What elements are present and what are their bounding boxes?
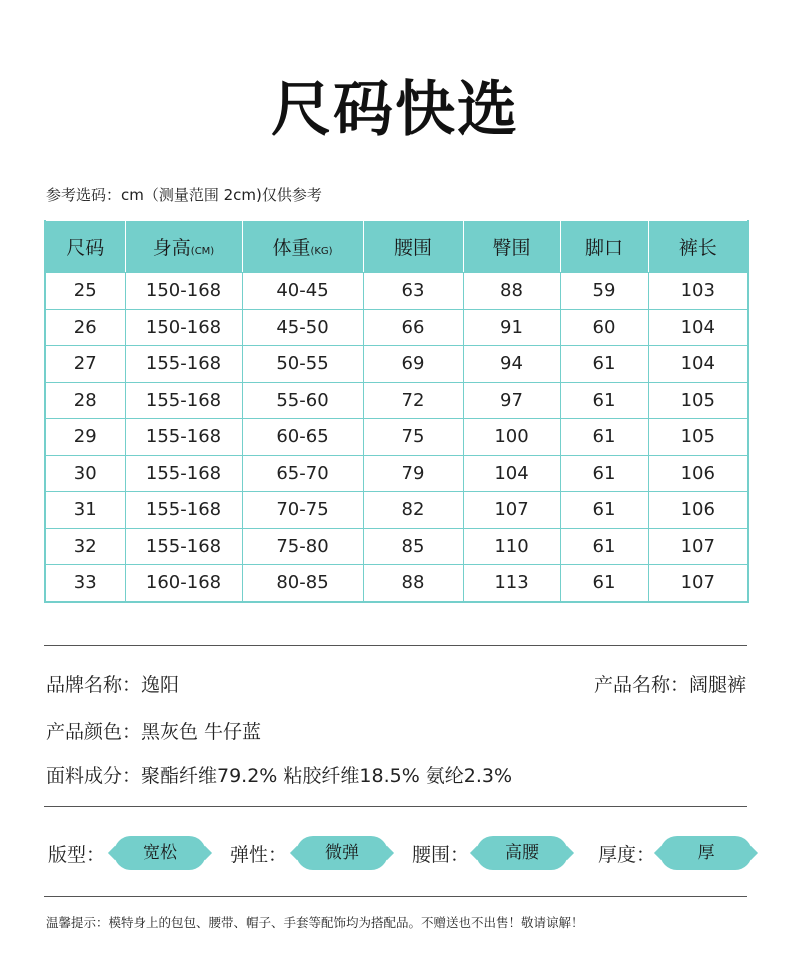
header-unit: (KG) (310, 246, 333, 257)
header-size (45, 221, 125, 273)
table-cell: 40-45 (242, 273, 363, 310)
table-cell: 61 (560, 382, 648, 419)
header-label: 脚口 (584, 237, 623, 259)
header-label: 裤长 (678, 237, 717, 259)
table-cell: 107 (463, 492, 560, 529)
table-cell: 31 (45, 492, 125, 529)
spec-pill-stretch: 微弹 (296, 836, 388, 870)
header-label: 腰围 (393, 237, 432, 259)
table-cell: 103 (648, 273, 748, 310)
table-cell: 75-80 (242, 528, 363, 565)
footer-note: 温馨提示：模特身上的包包、腰带、帽子、手套等配饰均为搭配品。不赠送也不出售！敬请谅解！ (46, 915, 584, 930)
table-cell: 104 (463, 455, 560, 492)
table-cell: 155-168 (125, 346, 242, 383)
table-cell: 27 (45, 346, 125, 383)
table-cell: 80-85 (242, 565, 363, 602)
table-cell: 45-50 (242, 309, 363, 346)
table-row (45, 528, 748, 565)
header-label: 尺码 (66, 237, 105, 259)
table-row (45, 455, 748, 492)
divider-middle (44, 806, 747, 807)
table-cell: 105 (648, 382, 748, 419)
table-cell: 160-168 (125, 565, 242, 602)
table-cell: 94 (463, 346, 560, 383)
table-cell: 33 (45, 565, 125, 602)
header-label: 体重 (272, 237, 311, 259)
table-cell: 61 (560, 455, 648, 492)
table-cell: 60-65 (242, 419, 363, 456)
table-cell: 60 (560, 309, 648, 346)
header-weight (242, 221, 363, 273)
header-height (125, 221, 242, 273)
table-cell: 110 (463, 528, 560, 565)
table-cell: 61 (560, 565, 648, 602)
table-cell: 106 (648, 455, 748, 492)
table-row (45, 419, 748, 456)
table-cell: 61 (560, 346, 648, 383)
table-row (45, 273, 748, 310)
table-cell: 85 (363, 528, 463, 565)
table-cell: 104 (648, 346, 748, 383)
table-cell: 105 (648, 419, 748, 456)
table-cell: 30 (45, 455, 125, 492)
header-hem (560, 221, 648, 273)
table-cell: 79 (363, 455, 463, 492)
table-row (45, 565, 748, 602)
spec-pill-fit: 宽松 (114, 836, 206, 870)
table-cell: 63 (363, 273, 463, 310)
table-cell: 150-168 (125, 273, 242, 310)
table-cell: 66 (363, 309, 463, 346)
table-cell: 113 (463, 565, 560, 602)
table-cell: 150-168 (125, 309, 242, 346)
table-cell: 107 (648, 565, 748, 602)
table-cell: 107 (648, 528, 748, 565)
table-row (45, 309, 748, 346)
table-row (45, 346, 748, 383)
divider-bottom (44, 896, 747, 897)
table-cell: 61 (560, 492, 648, 529)
spec-label-thickness: 厚度： (598, 844, 656, 866)
table-cell: 32 (45, 528, 125, 565)
product-name: 产品名称：阔腿裤 (593, 674, 746, 696)
table-cell: 72 (363, 382, 463, 419)
table-cell: 82 (363, 492, 463, 529)
table-cell: 70-75 (242, 492, 363, 529)
spec-pill-thickness: 厚 (660, 836, 752, 870)
spec-label-stretch: 弹性： (230, 844, 288, 866)
table-cell: 55-60 (242, 382, 363, 419)
table-cell: 59 (560, 273, 648, 310)
header-length (648, 221, 748, 273)
sizing-note: 参考选码：cm（测量范围 2cm)仅供参考 (46, 186, 322, 204)
brand-name: 品牌名称：逸阳 (46, 674, 180, 696)
table-cell: 28 (45, 382, 125, 419)
spec-pill-waist: 高腰 (476, 836, 568, 870)
table-row (45, 382, 748, 419)
page-title: 尺码快选 (271, 75, 519, 145)
table-cell: 25 (45, 273, 125, 310)
table-cell: 104 (648, 309, 748, 346)
table-cell: 155-168 (125, 492, 242, 529)
size-chart-table (44, 220, 749, 603)
divider-top (44, 645, 747, 646)
table-cell: 75 (363, 419, 463, 456)
spec-label-fit: 版型： (48, 844, 106, 866)
product-colors: 产品颜色：黑灰色 牛仔蓝 (46, 721, 262, 743)
table-cell: 155-168 (125, 455, 242, 492)
table-cell: 155-168 (125, 419, 242, 456)
table-cell: 155-168 (125, 382, 242, 419)
header-label: 身高 (152, 237, 191, 259)
table-cell: 88 (363, 565, 463, 602)
spec-row (48, 836, 748, 870)
table-cell: 155-168 (125, 528, 242, 565)
table-cell: 29 (45, 419, 125, 456)
header-hip (463, 221, 560, 273)
table-header-row (45, 221, 748, 273)
table-cell: 97 (463, 382, 560, 419)
table-row (45, 492, 748, 529)
header-unit: (CM) (190, 246, 215, 257)
table-cell: 61 (560, 419, 648, 456)
table-cell: 69 (363, 346, 463, 383)
table-cell: 91 (463, 309, 560, 346)
table-cell: 100 (463, 419, 560, 456)
header-waist (363, 221, 463, 273)
spec-label-waist: 腰围： (412, 844, 470, 866)
fabric-composition: 面料成分：聚酯纤维79.2% 粘胶纤维18.5% 氨纶2.3% (46, 765, 513, 787)
table-cell: 88 (463, 273, 560, 310)
header-label: 臀围 (492, 237, 531, 259)
table-cell: 26 (45, 309, 125, 346)
table-cell: 65-70 (242, 455, 363, 492)
table-cell: 106 (648, 492, 748, 529)
table-cell: 50-55 (242, 346, 363, 383)
table-cell: 61 (560, 528, 648, 565)
